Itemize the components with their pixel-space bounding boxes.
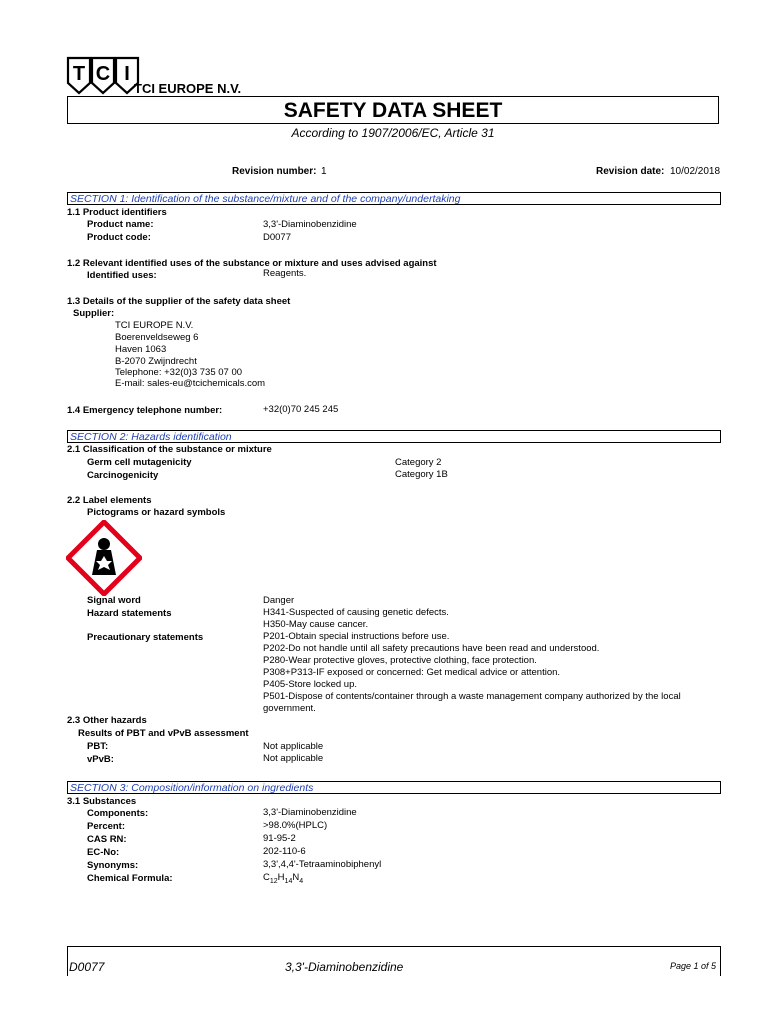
revision-number-label: Revision number: — [232, 166, 317, 177]
precautionary-statement: P501-Dispose of contents/container through a waste management company authorized by the local — [263, 691, 681, 702]
subsection-1-4: 1.4 Emergency telephone number: — [67, 405, 223, 416]
hazard-statements-label: Hazard statements — [87, 608, 172, 619]
subsection-1-1: 1.1 Product identifiers — [67, 207, 167, 218]
percent-value: >98.0%(HPLC) — [263, 820, 328, 831]
classification-label: Germ cell mutagenicity — [87, 457, 192, 468]
document-title: SAFETY DATA SHEET — [67, 96, 719, 124]
identified-uses: Reagents. — [263, 268, 307, 279]
logo-letter-t: T — [72, 63, 86, 85]
precautionary-statement: P405-Store locked up. — [263, 679, 358, 690]
company-name: TCI EUROPE N.V. — [134, 81, 242, 96]
ec-no-value: 202-110-6 — [263, 846, 306, 857]
footer-product-name: 3,3'-Diaminobenzidine — [285, 960, 404, 974]
product-name: 3,3'-Diaminobenzidine — [263, 219, 357, 230]
subsection-3-1: 3.1 Substances — [67, 796, 137, 807]
cas-rn-label: CAS RN: — [87, 834, 127, 845]
supplier-email: E-mail: sales-eu@tcichemicals.com — [115, 378, 266, 389]
cas-rn-value: 91-95-2 — [263, 833, 296, 844]
emergency-phone: +32(0)70 245 245 — [263, 404, 339, 415]
subsection-2-1: 2.1 Classification of the substance or mixture — [67, 444, 272, 455]
vpvb-value: Not applicable — [263, 753, 324, 764]
synonyms-label: Synonyms: — [87, 860, 139, 871]
hazard-statement: H350-May cause cancer. — [263, 619, 369, 630]
product-name-label: Product name: — [87, 219, 154, 230]
health-hazard-icon — [66, 520, 142, 596]
supplier-line: B-2070 Zwijndrecht — [115, 356, 197, 367]
components-label: Components: — [87, 808, 149, 819]
signal-word: Danger — [263, 595, 295, 606]
percent-label: Percent: — [87, 821, 126, 832]
product-code-label: Product code: — [87, 232, 151, 243]
document-subtitle: According to 1907/2006/EC, Article 31 — [291, 126, 495, 140]
components-value: 3,3'-Diaminobenzidine — [263, 807, 357, 818]
revision-number: 1 — [321, 166, 327, 177]
pbt-assessment-heading: Results of PBT and vPvB assessment — [78, 728, 249, 739]
logo-letter-i: I — [124, 63, 130, 85]
signal-word-label: Signal word — [87, 595, 141, 606]
supplier-line: TCI EUROPE N.V. — [115, 320, 194, 331]
vpvb-label: vPvB: — [87, 754, 114, 765]
subsection-1-2: 1.2 Relevant identified uses of the substance or mixture and uses advised against — [67, 258, 437, 269]
revision-date: 10/02/2018 — [670, 166, 721, 177]
precautionary-statement: P308+P313-IF exposed or concerned: Get medical advice or attention. — [263, 667, 561, 678]
footer-page-number: Page 1 of 5 — [670, 961, 717, 971]
revision-date-label: Revision date: — [596, 166, 665, 177]
subsection-1-3: 1.3 Details of the supplier of the safety data sheet — [67, 296, 291, 307]
section-2-heading: SECTION 2: Hazards identification — [67, 430, 721, 443]
precautionary-statements-label: Precautionary statements — [87, 632, 204, 643]
logo-letter-c: C — [95, 63, 111, 85]
classification-label: Carcinogenicity — [87, 470, 159, 481]
classification-value: Category 2 — [395, 457, 442, 468]
product-code: D0077 — [263, 232, 291, 243]
subsection-2-2: 2.2 Label elements — [67, 495, 152, 506]
section-3-heading: SECTION 3: Composition/information on ingredients — [67, 781, 721, 794]
classification-value: Category 1B — [395, 469, 448, 480]
supplier-line: Boerenveldseweg 6 — [115, 332, 199, 343]
synonyms-value: 3,3',4,4'-Tetraaminobiphenyl — [263, 859, 382, 870]
subsection-2-3: 2.3 Other hazards — [67, 715, 147, 726]
supplier-line: Haven 1063 — [115, 344, 167, 355]
ec-no-label: EC-No: — [87, 847, 120, 858]
supplier-line: Telephone: +32(0)3 735 07 00 — [115, 367, 243, 378]
supplier-label: Supplier: — [73, 308, 115, 319]
precautionary-statement: P201-Obtain special instructions before use. — [263, 631, 450, 642]
pbt-label: PBT: — [87, 741, 109, 752]
precautionary-statement: P202-Do not handle until all safety precautions have been read and understood. — [263, 643, 600, 654]
identified-uses-label: Identified uses: — [87, 270, 157, 281]
footer-product-code: D0077 — [69, 960, 105, 974]
chemical-formula: $C_{12}H_{14}N_4$ — [263, 872, 304, 885]
pictograms-label: Pictograms or hazard symbols — [87, 507, 226, 518]
hazard-statement: H341-Suspected of causing genetic defects. — [263, 607, 449, 618]
section-1-heading: SECTION 1: Identification of the substance/mixture and of the company/undertaking — [67, 192, 721, 205]
precautionary-statement: P280-Wear protective gloves, protective clothing, face protection. — [263, 655, 537, 666]
tci-logo — [66, 55, 140, 95]
chemical-formula-label: Chemical Formula: — [87, 873, 173, 884]
pbt-value: Not applicable — [263, 741, 324, 752]
precautionary-statement: government. — [263, 703, 316, 714]
